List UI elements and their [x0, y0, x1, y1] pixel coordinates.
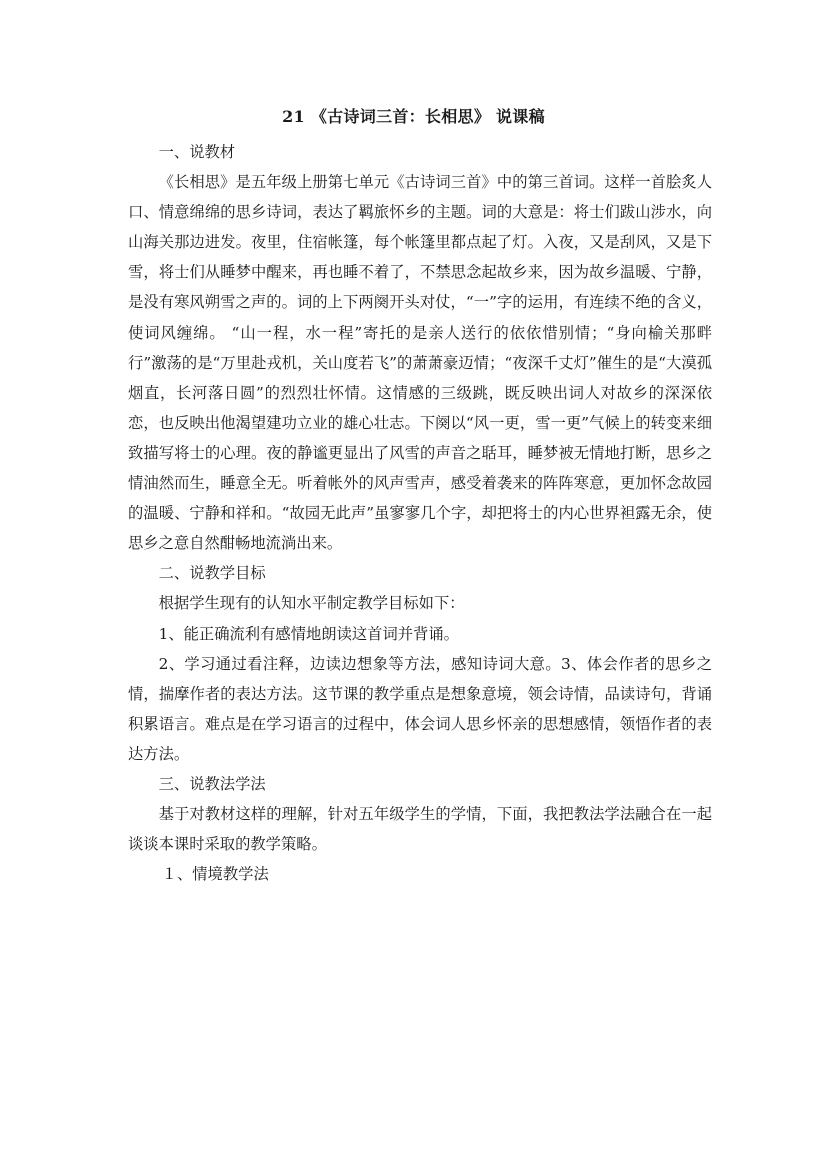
section-heading-teaching-goals: 二、说教学目标: [158, 564, 266, 583]
document-title: 21 《古诗词三首：长相思》 说课稿: [282, 107, 545, 126]
subheading-situational-teaching: １、情境教学法: [161, 865, 269, 884]
section-heading-teaching-methods: 三、说教法学法: [158, 774, 266, 793]
paragraph-goals-intro: 根据学生现有的认知水平制定教学目标如下：: [158, 594, 465, 613]
document-body: [128, 137, 712, 889]
paragraph-goal-2-3: 2、学习通过看注释，边读边想象等方法，感知诗词大意。3、体会作者的思乡之情，揣摩作者的表达方法。这节课的教学重点是想象意境，领会诗情，品读诗句，背诵积累语言。难点是在学习语言的过程中，体会词人思乡怀亲的思想感情，领悟作者的表达方法。: [128, 654, 712, 763]
section-heading-teaching-material: 一、说教材: [158, 143, 236, 161]
paragraph-goal-1: 1、能正确流利有感情地朗读这首词并背诵。: [158, 624, 459, 643]
paragraph-material-analysis: 《长相思》是五年级上册第七单元《古诗词三首》中的第三首词。这样一首脍炙人口、情意绵绵的思乡诗词，表达了羁旅怀乡的主题。词的大意是：将士们跋山涉水，向山海关那边进发。夜里，住宿帐篷，每个帐篷里都点起了灯。入夜，又是刮风，又是下雪，将士们从睡梦中醒来，再也睡不着了，不禁思念起故乡来，因为故乡温暖、宁静，是没有寒风朔雪之声的。词的上下两阕开头对仗，“一”字的运用，有连续不绝的含义，使词风缠绵。 “山一程，水一程”寄托的是亲人送行的依依惜别情；“身向榆关那畔行”激荡的是“万里赴戎机，关山度若飞”的萧萧豪迈情；“夜深千丈灯”催生的是“大漠孤烟直，长河落日圆”的烈烈壮怀情。这情感的三级跳，既反映出词人对故乡的深深依恋，也反映出他渴望建功立业的雄心壮志。下阕以“风一更，雪一更”气候上的转变来细致描写将士的心理。夜的静谧更显出了风雪的声音之聒耳，睡梦被无情地打断，思乡之情油然而生，睡意全无。听着帐外的风声雪声，感受着袭来的阵阵寒意，更加怀念故园的温暖、宁静和祥和。“故园无此声”虽寥寥几个字，却把将士的内心世界袒露无余，使思乡之意自然酣畅地流淌出来。: [128, 173, 712, 553]
paragraph-methods-intro: 基于对教材这样的理解，针对五年级学生的学情，下面，我把教法学法融合在一起谈谈本课时采取的教学策略。: [128, 805, 712, 854]
